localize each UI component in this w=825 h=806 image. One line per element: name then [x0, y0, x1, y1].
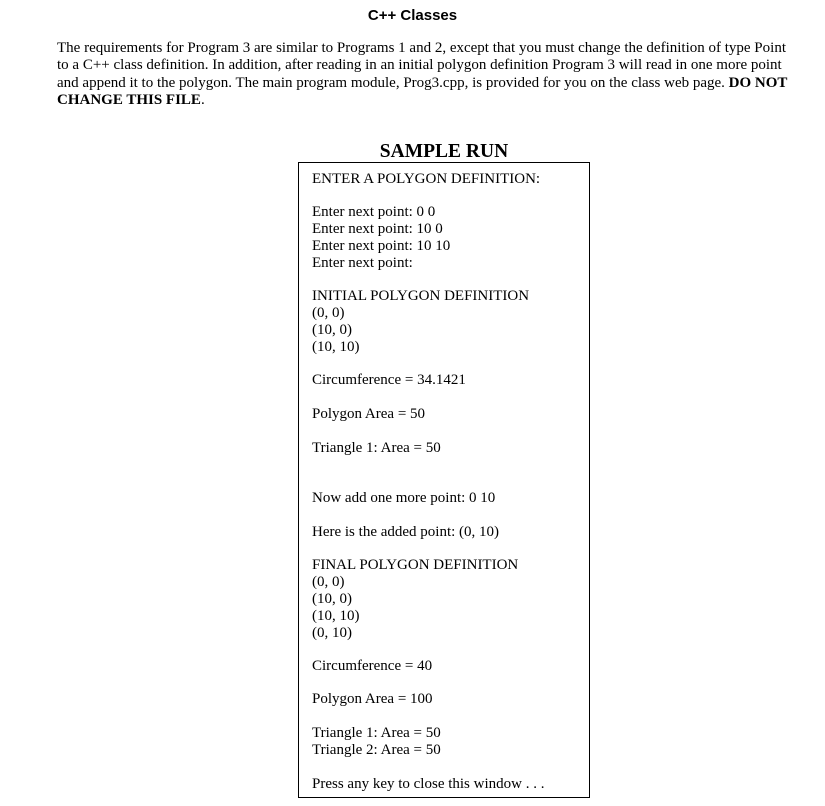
circumference-line: Circumference = 40 — [312, 658, 433, 674]
intro-text: The requirements for Program 3 are similar to Programs 1 and 2, except that you must change the definition of type Point to a C++ class definition. In addition, after reading in an initial polygon definition Program 3 will read in one more point and append it to the polygon. The main program module, Prog3.cpp, is provided for you on the class web page. — [57, 40, 786, 91]
point-line: (0, 10) — [312, 625, 352, 641]
sample-run-box — [298, 162, 590, 798]
intro-end: . — [200, 91, 205, 108]
intro-emphasis: DO NOT CHANGE THIS FILE — [57, 74, 788, 108]
triangle-area-line: Triangle 2: Area = 50 — [312, 742, 441, 758]
point-line: (10, 0) — [312, 322, 352, 338]
intro-paragraph — [57, 40, 797, 109]
circumference-line: Circumference = 34.1421 — [312, 372, 466, 388]
input-line: Enter next point: 10 10 — [312, 238, 451, 254]
point-line: (0, 0) — [312, 305, 345, 321]
sample-run-heading: SAMPLE RUN — [379, 141, 509, 162]
polygon-area-line: Polygon Area = 50 — [312, 406, 426, 422]
input-line: Enter next point: 0 0 — [312, 204, 436, 220]
point-line: (10, 10) — [312, 339, 360, 355]
added-point-line: Here is the added point: (0, 10) — [312, 524, 500, 540]
initial-polygon-heading: INITIAL POLYGON DEFINITION — [312, 288, 530, 304]
input-line: Enter next point: 10 0 — [312, 221, 443, 237]
point-line: (10, 0) — [312, 591, 352, 607]
polygon-area-line: Polygon Area = 100 — [312, 691, 433, 707]
final-polygon-heading: FINAL POLYGON DEFINITION — [312, 557, 519, 573]
point-line: (0, 0) — [312, 574, 345, 590]
triangle-area-line: Triangle 1: Area = 50 — [312, 725, 441, 741]
press-any-key-line: Press any key to close this window . . . — [312, 776, 545, 792]
prompt-enter-polygon: ENTER A POLYGON DEFINITION: — [312, 171, 541, 187]
add-point-line: Now add one more point: 0 10 — [312, 490, 496, 506]
input-line: Enter next point: — [312, 255, 413, 271]
triangle-area-line: Triangle 1: Area = 50 — [312, 440, 441, 456]
document-title: C++ Classes — [367, 7, 458, 24]
point-line: (10, 10) — [312, 608, 360, 624]
